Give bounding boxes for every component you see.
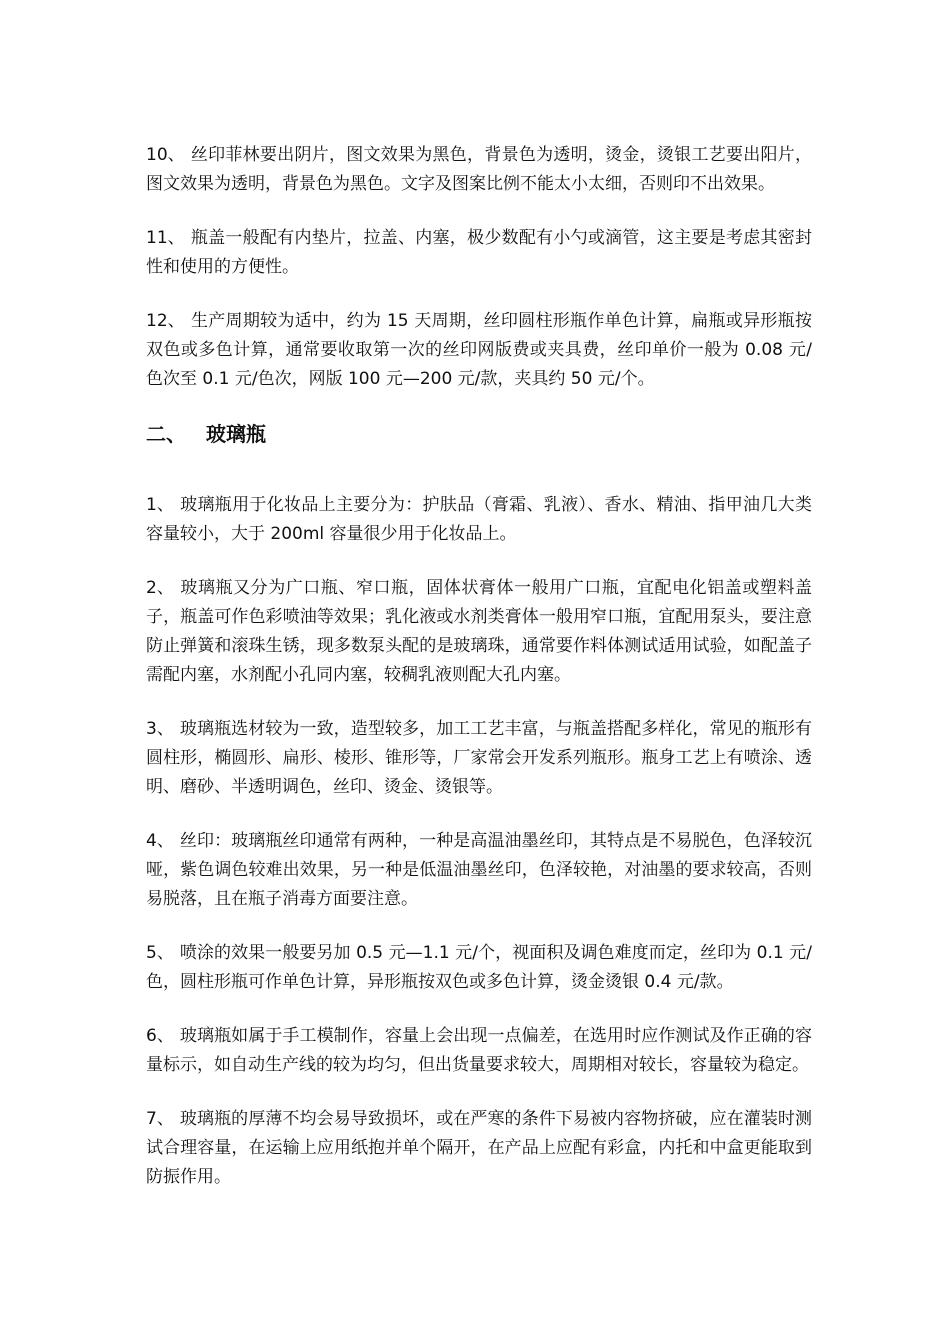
- paragraph-number: 6、: [146, 1026, 174, 1046]
- paragraph-glass-4: [146, 827, 812, 914]
- paragraph-number: 10、: [146, 145, 185, 165]
- paragraph-11: [146, 224, 812, 282]
- paragraph-number: 1、: [146, 495, 174, 515]
- paragraph-number: 12、: [146, 311, 185, 331]
- section-number: 二、: [146, 422, 186, 446]
- paragraph-number: 3、: [146, 719, 174, 739]
- paragraph-text: 生产周期较为适中，约为 15 天周期，丝印圆柱形瓶作单色计算，扁瓶或异形瓶按双色或多色计算，通常要收取第一次的丝印网版费或夹具费，丝印单价一般为 0.08 元/色次至 0.1 元/色次，网版 100 元—200 元/款，夹具约 50 元/个。: [146, 311, 812, 389]
- paragraph-number: 7、: [146, 1109, 174, 1129]
- paragraph-text: 丝印菲林要出阴片，图文效果为黑色，背景色为透明，烫金，烫银工艺要出阳片，图文效果为透明，背景色为黑色。文字及图案比例不能太小太细，否则印不出效果。: [146, 145, 812, 194]
- paragraph-12: [146, 307, 812, 394]
- paragraph-number: 4、: [146, 831, 174, 851]
- section-heading-glass-bottle: [146, 419, 812, 449]
- paragraph-text: 玻璃瓶选材较为一致，造型较多，加工工艺丰富，与瓶盖搭配多样化，常见的瓶形有圆柱形，椭圆形、扁形、棱形、锥形等，厂家常会开发系列瓶形。瓶身工艺上有喷涂、透明、磨砂、半透明调色，丝印、烫金、烫银等。: [146, 719, 812, 797]
- paragraph-text: 玻璃瓶又分为广口瓶、窄口瓶，固体状膏体一般用广口瓶，宜配电化铝盖或塑料盖子，瓶盖可作色彩喷油等效果；乳化液或水剂类膏体一般用窄口瓶，宜配用泵头，要注意防止弹簧和滚珠生锈，现多数泵头配的是玻璃珠，通常要作料体测试适用试验，如配盖子需配内塞，水剂配小孔同内塞，较稠乳液则配大孔内塞。: [146, 578, 812, 685]
- paragraph-number: 5、: [146, 943, 174, 963]
- paragraph-10: [146, 141, 812, 199]
- paragraph-text: 玻璃瓶的厚薄不均会易导致损坏，或在严寒的条件下易被内容物挤破，应在灌装时测试合理容量，在运输上应用纸抱并单个隔开，在产品上应配有彩盒，内托和中盒更能取到防振作用。: [146, 1109, 812, 1187]
- paragraph-number: 11、: [146, 228, 185, 248]
- paragraph-text: 玻璃瓶用于化妆品上主要分为：护肤品（膏霜、乳液）、香水、精油、指甲油几大类容量较小，大于 200ml 容量很少用于化妆品上。: [146, 495, 812, 544]
- paragraph-glass-3: [146, 715, 812, 802]
- document-body: [146, 141, 812, 1217]
- paragraph-glass-2: [146, 574, 812, 690]
- paragraph-text: 瓶盖一般配有内垫片，拉盖、内塞，极少数配有小勺或滴管，这主要是考虑其密封性和使用的方便性。: [146, 228, 812, 277]
- paragraph-text: 喷涂的效果一般要另加 0.5 元—1.1 元/个，视面积及调色难度而定，丝印为 0.1 元/色，圆柱形瓶可作单色计算，异形瓶按双色或多色计算，烫金烫银 0.4 元/款。: [146, 943, 812, 992]
- paragraph-text: 丝印：玻璃瓶丝印通常有两种，一种是高温油墨丝印，其特点是不易脱色，色泽较沉哑，紫色调色较难出效果，另一种是低温油墨丝印，色泽较艳，对油墨的要求较高，否则易脱落，且在瓶子消毒方面要注意。: [146, 831, 812, 909]
- paragraph-glass-5: [146, 939, 812, 997]
- paragraph-number: 2、: [146, 578, 174, 598]
- paragraph-text: 玻璃瓶如属于手工模制作，容量上会出现一点偏差，在选用时应作测试及作正确的容量标示，如自动生产线的较为均匀，但出货量要求较大，周期相对较长，容量较为稳定。: [146, 1026, 812, 1075]
- paragraph-glass-1: [146, 491, 812, 549]
- paragraph-glass-6: [146, 1022, 812, 1080]
- paragraph-glass-7: [146, 1105, 812, 1192]
- section-title: 玻璃瓶: [206, 422, 266, 446]
